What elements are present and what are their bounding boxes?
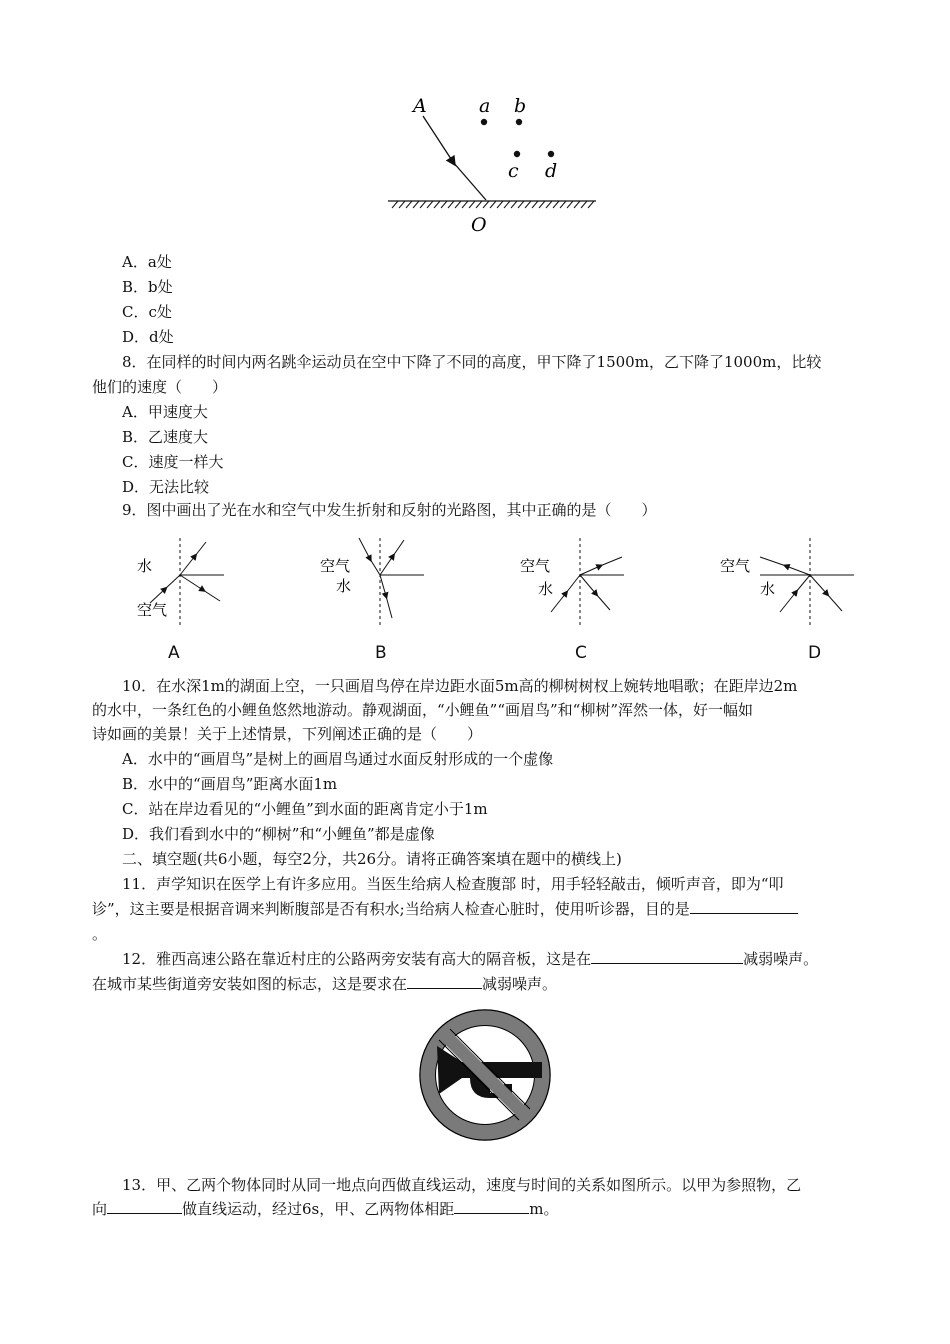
diagram-c [520, 538, 624, 625]
q13-stem-line2 [92, 1199, 559, 1219]
diagram-a-water-label: 水 [137, 557, 153, 575]
label-d: d [545, 160, 558, 182]
q13-text-2a: 向 [92, 1200, 108, 1218]
q10-stem-line2: 的水中，一条红色的小鲤鱼悠然地游动。静观湖面，“小鲤鱼”“画眉鸟”和“柳树”浑然一体，好一幅如 [92, 701, 754, 719]
q13-text-2c: m。 [529, 1200, 559, 1218]
diagram-d [720, 538, 854, 625]
q8-option-b: B．乙速度大 [122, 428, 209, 446]
incident-ray [423, 116, 453, 162]
reflection-diagram [380, 90, 610, 240]
q7-option-a: A．a处 [122, 253, 172, 271]
q10-stem-line1: 10．在水深1m的湖面上空，一只画眉鸟停在岸边距水面5m高的柳树树杈上婉转地唱歌；在距岸边2m [122, 677, 798, 695]
diagram-d-water-label: 水 [760, 580, 776, 598]
q8-stem-line1: 8．在同样的时间内两名跳伞运动员在空中下降了不同的高度，甲下降了1500m，乙下降了1000m，比较 [122, 353, 822, 371]
label-A: A [413, 95, 427, 117]
q11-answer-blank[interactable] [690, 899, 798, 914]
q9-label-d: D [808, 643, 822, 663]
q10-option-d: D．我们看到水中的“柳树”和“小鲤鱼”都是虚像 [122, 825, 435, 843]
q11-stem-line1: 11．声学知识在医学上有许多应用。当医生给病人检查腹部 时，用手轻轻敲击，倾听声音，即为“叩 [122, 875, 784, 893]
diagram-b-water-label: 水 [336, 577, 352, 595]
q7-option-c: C．c处 [122, 303, 172, 321]
point-b [516, 119, 522, 125]
q7-option-b: B．b处 [122, 278, 173, 296]
q9-label-b: B [375, 643, 387, 663]
q13-answer-blank-1[interactable] [107, 1199, 182, 1214]
q7-option-d: D．d处 [122, 328, 174, 346]
refraction-diagrams [120, 528, 860, 638]
q8-option-a: A．甲速度大 [122, 403, 208, 421]
point-d [548, 151, 554, 157]
diagram-a [137, 538, 224, 625]
mirror-hatching [392, 201, 594, 208]
q10-stem-line3: 诗如画的美景！关于上述情景，下列阐述正确的是（ ） [92, 725, 483, 743]
q9-stem: 9．图中画出了光在水和空气中发生折射和反射的光路图，其中正确的是（ ） [122, 501, 657, 519]
diagram-c-air-label: 空气 [520, 557, 551, 575]
q10-option-b: B．水中的“画眉鸟”距离水面1m [122, 775, 338, 793]
diagram-b [320, 538, 424, 625]
diagram-a-air-label: 空气 [137, 601, 168, 619]
section-2-heading: 二、填空题(共6小题，每空2分，共26分。请将正确答案填在题中的横线上) [122, 850, 622, 868]
label-a: a [479, 95, 491, 117]
diagram-d-air-label: 空气 [720, 557, 751, 575]
q8-stem-line2: 他们的速度（ ） [92, 378, 228, 396]
q13-answer-blank-2[interactable] [454, 1199, 529, 1214]
q12-text-2a: 在城市某些街道旁安装如图的标志，这是要求在 [92, 975, 408, 993]
q12-text-1b: 减弱噪声。 [743, 950, 819, 968]
label-O: O [471, 214, 487, 236]
q12-text-2b: 减弱噪声。 [482, 975, 558, 993]
q10-option-a: A．水中的“画眉鸟”是树上的画眉鸟通过水面反射形成的一个虚像 [122, 750, 554, 768]
point-a [481, 119, 487, 125]
q9-label-c: C [575, 643, 587, 663]
point-c [514, 151, 520, 157]
label-c: c [508, 160, 519, 182]
label-b: b [514, 95, 527, 117]
q12-text-1a: 12．雅西高速公路在靠近村庄的公路两旁安装有高大的隔音板，这是在 [122, 950, 592, 968]
q12-answer-blank-2[interactable] [407, 974, 482, 989]
q10-option-c: C．站在岸边看见的“小鲤鱼”到水面的距离肯定小于1m [122, 800, 488, 818]
q11-stem-text: 诊”，这主要是根据音调来判断腹部是否有积水;当给病人检查心脏时，使用听诊器，目的是 [92, 900, 690, 918]
q9-label-a: A [168, 643, 180, 663]
q11-stem-line2 [92, 899, 798, 919]
q11-stem-line3: 。 [92, 925, 108, 943]
diagram-b-air-label: 空气 [320, 557, 351, 575]
q8-option-c: C．速度一样大 [122, 453, 224, 471]
q12-stem-line2 [92, 974, 557, 994]
incident-ray-tail [453, 162, 486, 200]
diagram-c-water-label: 水 [538, 580, 554, 598]
q13-stem-line1: 13．甲、乙两个物体同时从同一地点向西做直线运动，速度与时间的关系如图所示。以甲为参照物，乙 [122, 1176, 802, 1194]
q8-option-d: D．无法比较 [122, 478, 210, 496]
q12-stem-line1 [122, 949, 818, 969]
q13-text-2b: 做直线运动，经过6s，甲、乙两物体相距 [182, 1200, 455, 1218]
no-horn-sign [412, 1004, 558, 1146]
q12-answer-blank-1[interactable] [591, 949, 743, 964]
